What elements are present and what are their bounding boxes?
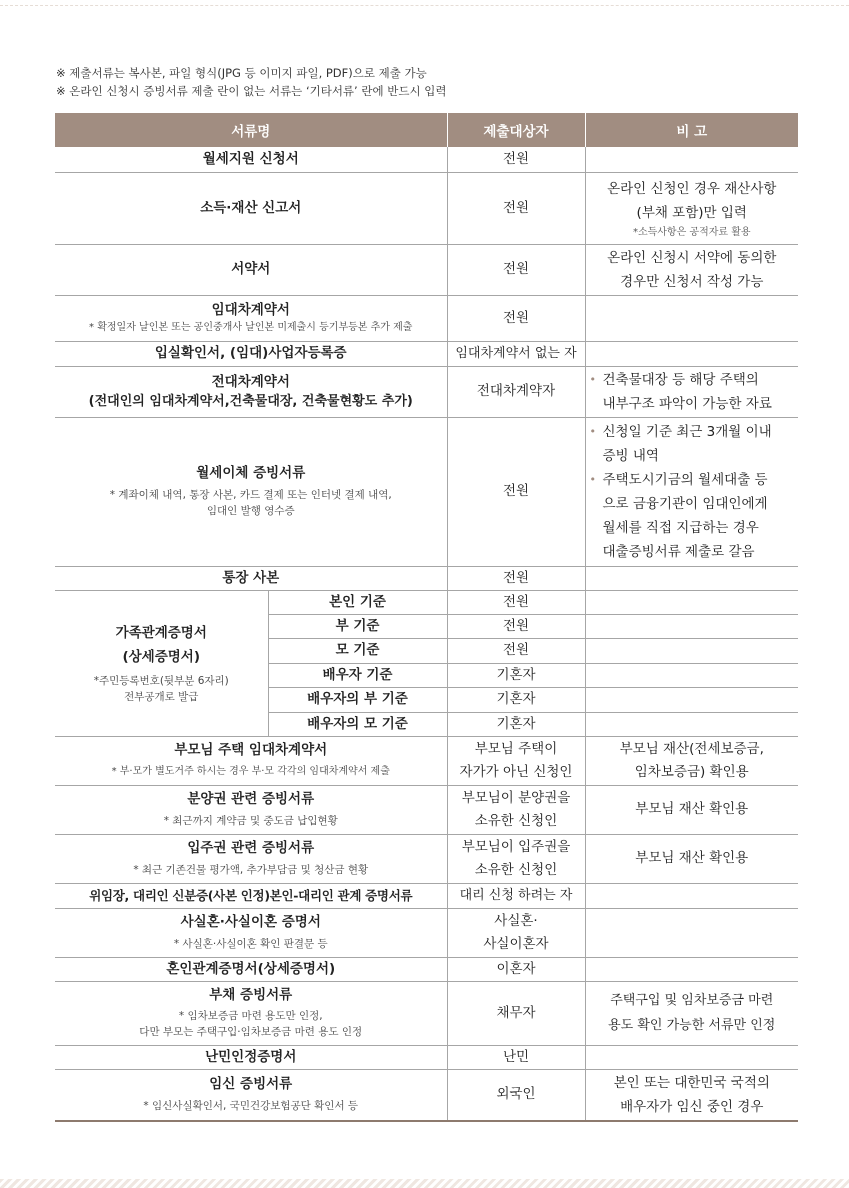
remark-line: 임차보증금) 확인용 bbox=[634, 763, 749, 780]
doc-subnote: 다만 부모는 주택구입·임차보증금 마련 용도 인정 bbox=[139, 1026, 363, 1038]
bullet-line: 주택도시기금의 월세대출 등 bbox=[602, 471, 768, 488]
doc-cell bbox=[55, 834, 447, 883]
basis-label: 배우자의 부 기준 bbox=[307, 691, 408, 707]
remark-cell bbox=[585, 566, 798, 590]
doc-subnote: * 확정일자 날인본 또는 공인중개사 날인본 미제출시 등기부등본 추가 제출 bbox=[89, 321, 413, 333]
table-row bbox=[55, 957, 798, 981]
table-row bbox=[55, 295, 798, 341]
doc-title: 난민인정증명서 bbox=[205, 1048, 297, 1065]
doc-cell bbox=[55, 417, 447, 566]
doc-cell bbox=[55, 295, 447, 341]
remark-cell bbox=[585, 663, 798, 687]
target-cell: 외국인 bbox=[447, 1069, 585, 1121]
table-row bbox=[55, 366, 798, 417]
doc-title: 가족관계증명서 bbox=[115, 625, 207, 641]
doc-subnote: * 계좌이체 내역, 통장 사본, 카드 결제 또는 인터넷 결제 내역, bbox=[109, 489, 392, 501]
header-target: 제출대상자 bbox=[447, 113, 585, 147]
doc-title: 월세지원 신청서 bbox=[202, 150, 299, 167]
remark-cell bbox=[585, 883, 798, 908]
target-cell: 전원 bbox=[447, 244, 585, 295]
doc-cell bbox=[55, 736, 447, 785]
table-row bbox=[55, 1045, 798, 1069]
doc-title: 사실혼·사실이혼 증명서 bbox=[180, 914, 321, 930]
remark-line: 배우자가 임신 중인 경우 bbox=[620, 1098, 764, 1115]
remark-cell bbox=[585, 366, 798, 417]
table-header-row bbox=[55, 113, 798, 147]
family-doc-cell bbox=[55, 590, 268, 736]
header-remark: 비 고 bbox=[585, 113, 798, 147]
remark-line: 본인 또는 대한민국 국적의 bbox=[613, 1074, 770, 1091]
bullet-line: 월세를 직접 지급하는 경우 bbox=[602, 519, 759, 536]
remark-cell: 부모님 재산 확인용 bbox=[585, 834, 798, 883]
basis-label: 부 기준 bbox=[335, 617, 380, 634]
target-line: 소유한 신청인 bbox=[474, 861, 558, 878]
bullet-line: 내부구조 파악이 가능한 자료 bbox=[602, 395, 772, 412]
basis-label: 본인 기준 bbox=[329, 593, 386, 610]
basis-cell bbox=[268, 614, 447, 638]
doc-title: 임대차계약서 bbox=[211, 301, 290, 318]
target-line: 사실혼· bbox=[494, 912, 538, 929]
bullet-line: 신청일 기준 최근 3개월 이내 bbox=[602, 423, 772, 440]
target-line: 사실이혼자 bbox=[483, 935, 549, 952]
table-row bbox=[55, 785, 798, 834]
documents-table bbox=[55, 113, 798, 1122]
table-row bbox=[55, 147, 798, 172]
doc-title: 부모님 주택 임대차계약서 bbox=[174, 742, 328, 758]
target-cell: 전원 bbox=[447, 590, 585, 614]
doc-title: 혼인관계증명서(상세증명서) bbox=[166, 960, 336, 977]
bottom-pattern-band bbox=[0, 1179, 849, 1188]
table-row bbox=[55, 908, 798, 957]
remark-cell bbox=[585, 147, 798, 172]
target-cell: 기혼자 bbox=[447, 712, 585, 736]
remark-line: 경우만 신청서 작성 가능 bbox=[620, 273, 764, 290]
remark-cell bbox=[585, 244, 798, 295]
bullet-line: 대출증빙서류 제출로 갈음 bbox=[602, 543, 755, 560]
bullet-item bbox=[589, 468, 796, 564]
bullet-item bbox=[589, 420, 796, 468]
basis-label: 모 기준 bbox=[335, 642, 380, 658]
target-cell: 이혼자 bbox=[447, 957, 585, 981]
target-cell bbox=[447, 736, 585, 785]
target-cell bbox=[447, 834, 585, 883]
doc-title-2: (전대인의 임대차계약서,건축물대장, 건축물현황도 추가) bbox=[88, 393, 413, 409]
doc-cell bbox=[55, 957, 447, 981]
table-row bbox=[55, 244, 798, 295]
target-cell bbox=[447, 785, 585, 834]
top-divider bbox=[0, 5, 849, 6]
doc-cell bbox=[55, 244, 447, 295]
doc-subnote: * 임신사실확인서, 국민건강보험공단 확인서 등 bbox=[143, 1100, 359, 1113]
remark-cell bbox=[585, 1045, 798, 1069]
table-row bbox=[55, 834, 798, 883]
basis-label: 배우자의 모 기준 bbox=[307, 715, 408, 732]
target-cell: 전원 bbox=[447, 295, 585, 341]
basis-cell bbox=[268, 663, 447, 687]
target-line: 부모님 주택이 bbox=[474, 740, 558, 757]
bullet-icon: • bbox=[589, 372, 596, 386]
target-cell: 채무자 bbox=[447, 981, 585, 1045]
doc-cell bbox=[55, 366, 447, 417]
doc-subnote: * 부·모가 별도거주 하시는 경우 부·모 각각의 임대차계약서 제출 bbox=[111, 766, 390, 777]
doc-title: 임신 증빙서류 bbox=[209, 1076, 293, 1093]
doc-cell bbox=[55, 566, 447, 590]
remark-line: (부채 포함)만 입력 bbox=[636, 204, 747, 221]
target-cell: 난민 bbox=[447, 1045, 585, 1069]
remark-cell bbox=[585, 981, 798, 1045]
target-cell bbox=[447, 908, 585, 957]
target-cell: 기혼자 bbox=[447, 663, 585, 687]
table-row bbox=[55, 883, 798, 908]
doc-subnote: * 최근 기존건물 평가액, 추가부담금 및 청산금 현황 bbox=[133, 864, 369, 876]
remark-cell bbox=[585, 908, 798, 957]
target-cell: 전대차계약자 bbox=[447, 366, 585, 417]
doc-title: (상세증명서) bbox=[122, 649, 201, 665]
remark-line: 용도 확인 가능한 서류만 인정 bbox=[608, 1018, 776, 1033]
target-line: 소유한 신청인 bbox=[474, 812, 558, 829]
doc-title: 입주권 관련 증빙서류 bbox=[187, 840, 315, 856]
bullet-icon: • bbox=[589, 472, 596, 486]
table-row bbox=[55, 341, 798, 366]
basis-cell bbox=[268, 638, 447, 663]
remark-cell bbox=[585, 712, 798, 736]
doc-title: 통장 사본 bbox=[222, 569, 280, 586]
doc-title: 소득·재산 신고서 bbox=[200, 199, 302, 216]
remark-cell bbox=[585, 341, 798, 366]
table-row bbox=[55, 1069, 798, 1121]
doc-cell bbox=[55, 981, 447, 1045]
bullet-line: 으로 금융기관이 임대인에게 bbox=[602, 495, 768, 512]
target-cell: 기혼자 bbox=[447, 687, 585, 712]
basis-label: 배우자 기준 bbox=[322, 666, 393, 683]
table-row bbox=[55, 566, 798, 590]
target-line: 부모님이 입주권을 bbox=[461, 838, 571, 855]
remark-cell bbox=[585, 1069, 798, 1121]
table-row bbox=[55, 981, 798, 1045]
basis-cell bbox=[268, 590, 447, 614]
doc-subnote: 임대인 발행 영수증 bbox=[206, 505, 295, 517]
doc-cell bbox=[55, 1069, 447, 1121]
target-cell: 대리 신청 하려는 자 bbox=[447, 883, 585, 908]
basis-cell bbox=[268, 687, 447, 712]
doc-subnote: * 사실혼·사실이혼 확인 판결문 등 bbox=[173, 938, 328, 950]
remark-cell bbox=[585, 736, 798, 785]
bullet-item bbox=[589, 368, 796, 416]
remark-line: 부모님 재산(전세보증금, bbox=[619, 740, 764, 757]
target-cell: 전원 bbox=[447, 417, 585, 566]
notes bbox=[56, 64, 446, 100]
target-cell: 전원 bbox=[447, 614, 585, 638]
bullet-line: 건축물대장 등 해당 주택의 bbox=[602, 371, 759, 388]
doc-cell bbox=[55, 172, 447, 244]
doc-title: 위임장, 대리인 신분증(사본 인정)본인-대리인 관계 증명서류 bbox=[89, 888, 413, 903]
target-cell: 전원 bbox=[447, 147, 585, 172]
doc-subnote: *주민등록번호(뒷부분 6자리) bbox=[93, 675, 229, 687]
doc-cell bbox=[55, 1045, 447, 1069]
doc-cell bbox=[55, 883, 447, 908]
doc-title: 서약서 bbox=[231, 261, 271, 277]
table-row bbox=[55, 417, 798, 566]
doc-cell bbox=[55, 147, 447, 172]
remark-cell bbox=[585, 590, 798, 614]
doc-title: 월세이체 증빙서류 bbox=[196, 465, 306, 481]
remark-note: *소득사항은 공적자료 활용 bbox=[632, 226, 751, 238]
remark-cell bbox=[585, 957, 798, 981]
doc-title: 전대차계약서 bbox=[211, 373, 290, 390]
table-row bbox=[55, 590, 798, 614]
bullet-icon: • bbox=[589, 424, 596, 438]
doc-cell bbox=[55, 908, 447, 957]
target-line: 자가가 아닌 신청인 bbox=[459, 763, 573, 780]
table-row bbox=[55, 736, 798, 785]
note-line: ※ 온라인 신청시 증빙서류 제출 란이 없는 서류는 ‘기타서류’ 란에 반드시 입력 bbox=[56, 84, 447, 98]
target-line: 부모님이 분양권을 bbox=[461, 789, 571, 806]
header-doc: 서류명 bbox=[55, 113, 447, 147]
doc-cell bbox=[55, 785, 447, 834]
doc-subnote: * 최근까지 계약금 및 중도금 납입현황 bbox=[163, 815, 338, 827]
note-line: ※ 제출서류는 복사본, 파일 형식(JPG 등 이미지 파일, PDF)으로 제출 가능 bbox=[56, 66, 427, 80]
doc-title: 입실확인서, (임대)사업자등록증 bbox=[154, 345, 347, 361]
remark-cell bbox=[585, 614, 798, 638]
remark-line: 온라인 신청인 경우 재산사항 bbox=[607, 180, 777, 197]
remark-line: 주택구입 및 임차보증금 마련 bbox=[610, 993, 774, 1008]
doc-title: 분양권 관련 증빙서류 bbox=[187, 791, 315, 807]
bullet-line: 증빙 내역 bbox=[602, 447, 659, 464]
doc-subnote: 전부공개로 발급 bbox=[124, 691, 199, 703]
target-cell: 전원 bbox=[447, 566, 585, 590]
target-cell: 임대차계약서 없는 자 bbox=[447, 341, 585, 366]
remark-cell bbox=[585, 417, 798, 566]
remark-cell bbox=[585, 687, 798, 712]
remark-cell bbox=[585, 638, 798, 663]
remark-line: 온라인 신청시 서약에 동의한 bbox=[607, 249, 777, 266]
table-row bbox=[55, 172, 798, 244]
target-cell: 전원 bbox=[447, 172, 585, 244]
target-cell: 전원 bbox=[447, 638, 585, 663]
doc-title: 부채 증빙서류 bbox=[209, 987, 293, 1003]
remark-cell: 부모님 재산 확인용 bbox=[585, 785, 798, 834]
doc-cell bbox=[55, 341, 447, 366]
remark-cell bbox=[585, 295, 798, 341]
remark-cell bbox=[585, 172, 798, 244]
basis-cell bbox=[268, 712, 447, 736]
doc-subnote: * 임차보증금 마련 용도만 인정, bbox=[178, 1010, 323, 1022]
